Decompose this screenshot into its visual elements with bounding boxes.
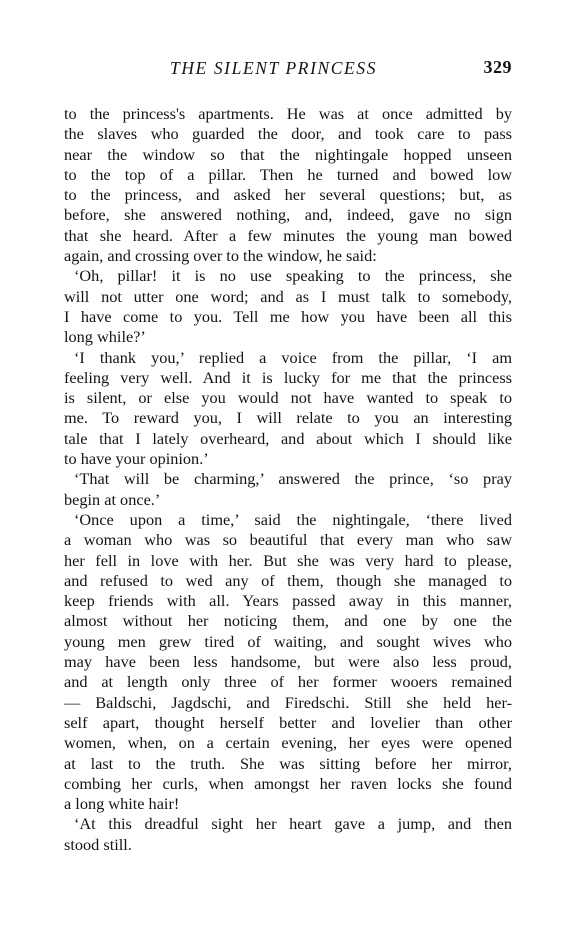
text-line: begin at once.’ xyxy=(64,489,161,509)
text-line: women, when, on a certain evening, her eyes were opened xyxy=(64,733,512,753)
text-line: may have been less handsome, but were also less proud, xyxy=(64,652,512,672)
text-line: to the top of a pillar. Then he turned and bowed low xyxy=(64,164,512,184)
text-line: long while?’ xyxy=(64,327,146,347)
text-line: ‘Oh, pillar! it is no use speaking to the princess, she xyxy=(74,266,512,286)
text-line: will not utter one word; and as I must talk to somebody, xyxy=(64,286,512,306)
text-line: is silent, or else you would not have wanted to speak to xyxy=(64,388,512,408)
running-title: THE SILENT PRINCESS xyxy=(170,58,378,78)
text-line: combing her curls, when amongst her raven locks she found xyxy=(64,773,512,793)
text-line: at last to the truth. She was sitting before her mirror, xyxy=(64,753,512,773)
body-text xyxy=(64,104,512,855)
text-line: ‘Once upon a time,’ said the nightingale, ‘there lived xyxy=(74,509,512,529)
page-number: 329 xyxy=(483,57,512,77)
text-line: a woman who was so beautiful that every man who saw xyxy=(64,530,512,550)
text-line: me. To reward you, I will relate to you an interesting xyxy=(64,408,512,428)
text-line: a long white hair! xyxy=(64,794,180,814)
text-line: before, she answered nothing, and, indeed, gave no sign xyxy=(64,205,512,225)
text-line: self apart, thought herself better and lovelier than other xyxy=(64,712,512,732)
text-line: I have come to you. Tell me how you have been all this xyxy=(64,306,512,326)
text-line: ‘At this dreadful sight her heart gave a jump, and then xyxy=(74,814,512,834)
text-line: tale that I lately overheard, and about which I should like xyxy=(64,428,512,448)
text-line: to the princess, and asked her several questions; but, as xyxy=(64,185,512,205)
text-line: ‘I thank you,’ replied a voice from the pillar, ‘I am xyxy=(74,347,512,367)
text-line: stood still. xyxy=(64,834,132,854)
text-line: and at length only three of her former wooers remained xyxy=(64,672,512,692)
text-line: ‘That will be charming,’ answered the prince, ‘so pray xyxy=(74,469,512,489)
text-line: her fell in love with her. But she was very hard to please, xyxy=(64,550,512,570)
text-line: and refused to wed any of them, though she managed to xyxy=(64,570,512,590)
text-line: to have your opinion.’ xyxy=(64,449,209,469)
text-line: almost without her noticing them, and one by one the xyxy=(64,611,512,631)
text-line: — Baldschi, Jagdschi, and Firedschi. Still she held her- xyxy=(64,692,512,712)
text-line: keep friends with all. Years passed away in this manner, xyxy=(64,591,512,611)
text-line: young men grew tired of waiting, and sought wives who xyxy=(64,631,512,651)
text-line: that she heard. After a few minutes the young man bowed xyxy=(64,225,512,245)
text-line: to the princess's apartments. He was at once admitted by xyxy=(64,104,512,123)
text-line: the slaves who guarded the door, and took care to pass xyxy=(64,124,512,144)
text-line: near the window so that the nightingale hopped unseen xyxy=(64,144,512,164)
text-line: feeling very well. And it is lucky for me that the princess xyxy=(64,367,512,387)
text-line: again, and crossing over to the window, he said: xyxy=(64,246,377,266)
page-header xyxy=(64,58,512,82)
